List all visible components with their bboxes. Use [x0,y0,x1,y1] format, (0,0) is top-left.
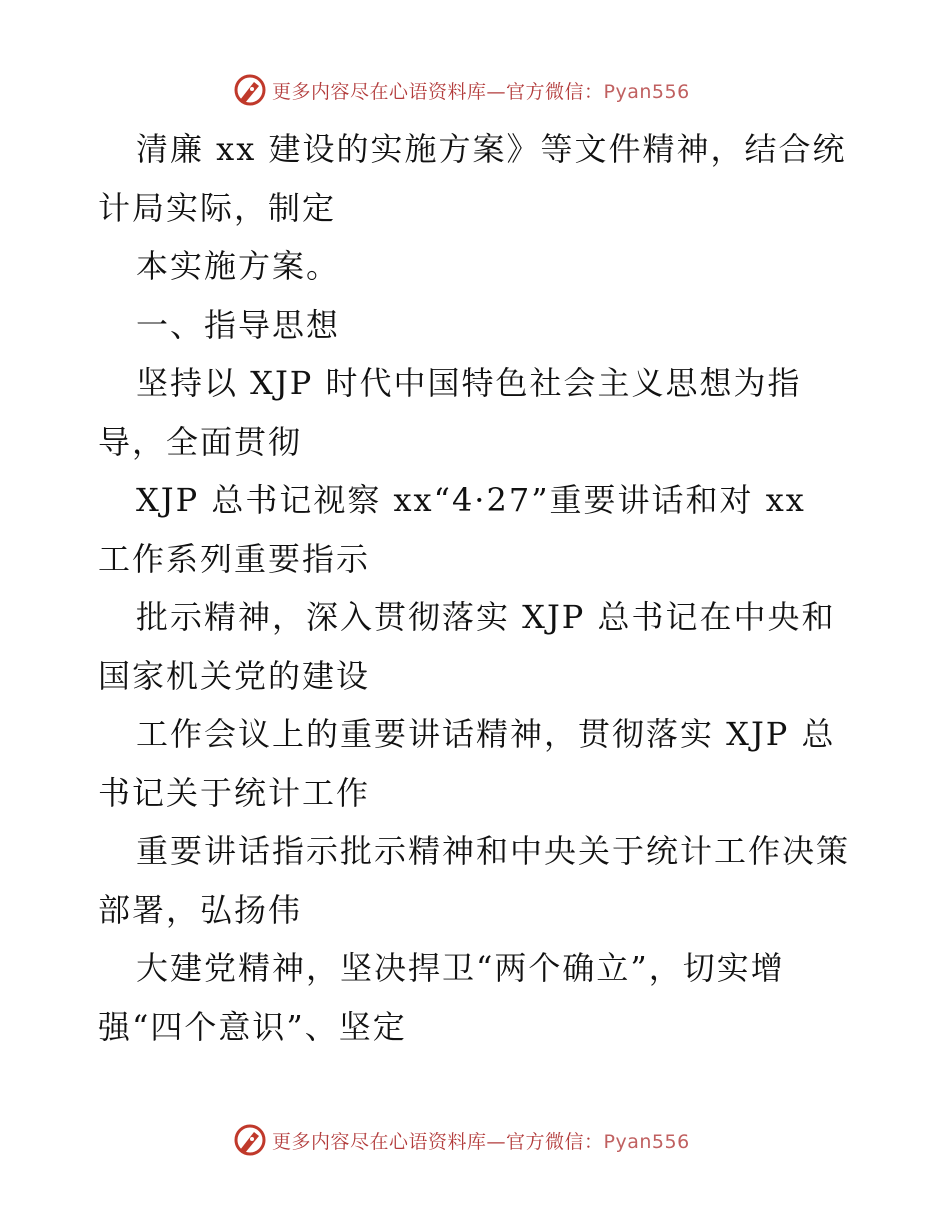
text-line: 清廉 xx 建设的实施方案》等文件精神，结合统 [136,130,847,168]
text-line: 坚持以 XJP 时代中国特色社会主义思想为指 [136,364,802,402]
document-body [98,120,868,1056]
text-line: 本实施方案。 [136,247,341,285]
pen-nib-circle-icon [232,72,268,108]
banner-text: 更多内容尽在心语资料库—官方微信：Pyan556 [272,1130,690,1153]
text-line: XJP 总书记视察 xx“4·27”重要讲话和对 xx [136,481,806,519]
wechat-id: Pyan556 [603,1130,690,1153]
text-line: 工作系列重要指示 [98,539,371,578]
text-line: 部署，弘扬伟 [98,890,303,929]
banner-text: 更多内容尽在心语资料库—官方微信：Pyan556 [272,80,690,103]
text-line: 导，全面贯彻 [98,422,303,461]
text-line: 书记关于统计工作 [98,773,371,812]
text-line: 国家机关党的建设 [98,656,371,695]
text-line: 大建党精神，坚决捍卫“两个确立”，切实增 [136,949,785,987]
text-line: 批示精神，深入贯彻落实 XJP 总书记在中央和 [136,598,836,636]
pen-nib-circle-icon [232,1122,268,1158]
text-line: 重要讲话指示批示精神和中央关于统计工作决策 [136,832,851,870]
text-line: 工作会议上的重要讲话精神，贯彻落实 XJP 总 [136,715,836,753]
footer-banner [0,1120,950,1160]
section-heading: 一、指导思想 [136,305,341,344]
text-line: 计局实际，制定 [98,188,337,227]
wechat-id: Pyan556 [603,80,690,103]
header-banner [0,70,950,110]
text-line: 强“四个意识”、坚定 [98,1007,407,1046]
